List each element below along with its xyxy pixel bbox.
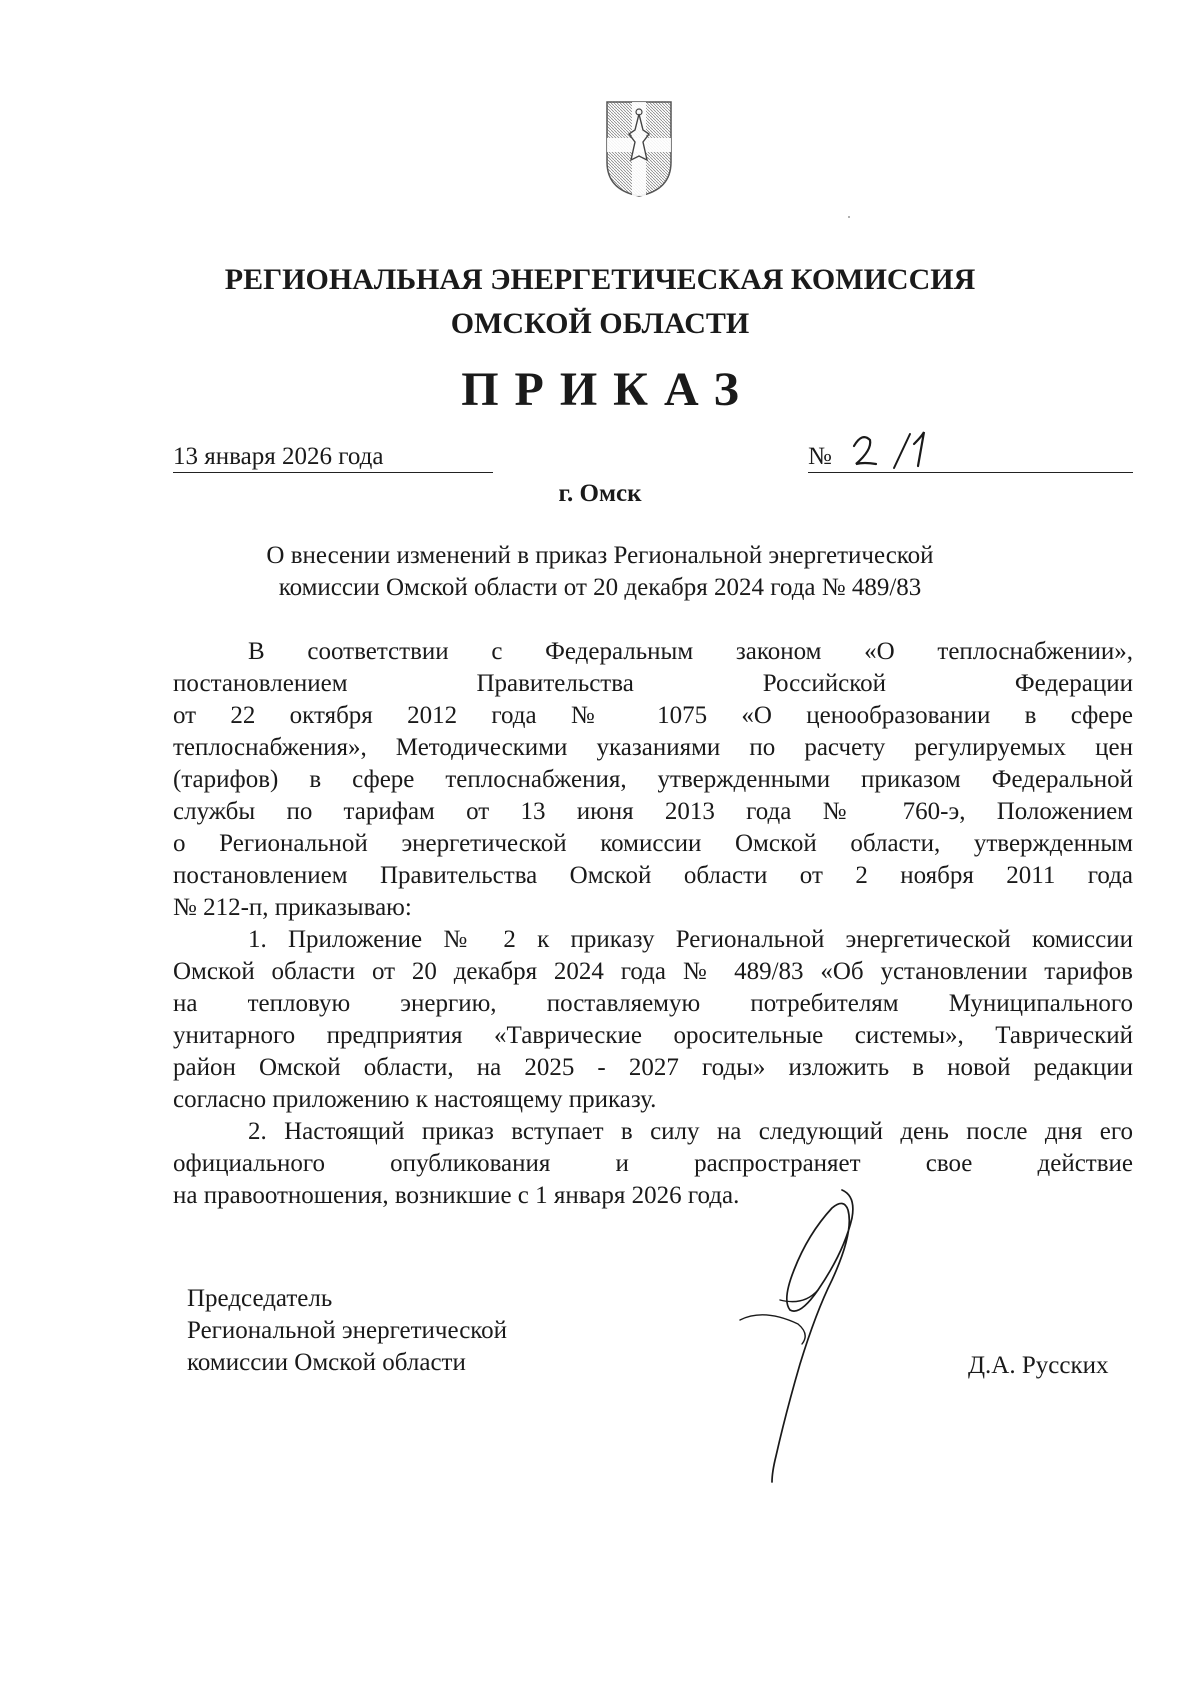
text-line: от 22 октября 2012 года № 1075 «О ценообразовании в сфере (173, 702, 1133, 729)
signer-name: Д.А. Русских (968, 1352, 1109, 1379)
text-line: № 212-п, приказываю: (173, 894, 412, 921)
organization-line-1: РЕГИОНАЛЬНАЯ ЭНЕРГЕТИЧЕСКАЯ КОМИССИЯ (224, 263, 976, 296)
document-number (808, 442, 1133, 473)
subject-line-1: О внесении изменений в приказ Региональной энергетической (266, 542, 934, 569)
coat-of-arms-icon (605, 100, 673, 198)
item-2-paragraph (173, 1116, 1133, 1212)
text-line: унитарного предприятия «Таврические оросительные системы», Таврический (173, 1022, 1133, 1049)
text-line: согласно приложению к настоящему приказу. (173, 1086, 657, 1113)
organization-line-2: ОМСКОЙ ОБЛАСТИ (450, 307, 750, 340)
text-line: (тарифов) в сфере теплоснабжения, утвержденными приказом Федеральной (173, 766, 1133, 793)
subject-line-2: комиссии Омской области от 20 декабря 2024 года № 489/83 (278, 574, 922, 601)
signer-title-line-1: Председатель (187, 1285, 333, 1312)
text-line: на тепловую энергию, поставляемую потребителям Муниципального (173, 990, 1133, 1017)
number-prefix: № (808, 443, 832, 470)
text-line: постановлением Правительства Российской Федерации (173, 670, 1133, 697)
organization-title (0, 258, 1200, 346)
document-date: 13 января 2026 года (173, 442, 493, 473)
city: г. Омск (558, 480, 642, 507)
text-line: 1. Приложение № 2 к приказу Региональной энергетической комиссии (248, 926, 1133, 953)
signer-title (187, 1283, 507, 1379)
text-line: на правоотношения, возникшие с 1 января 2026 года. (173, 1182, 740, 1209)
text-line: Омской области от 20 декабря 2024 года № 489/83 «Об установлении тарифов (173, 958, 1133, 985)
text-line: В соответствии с Федеральным законом «О теплоснабжении», (248, 638, 1133, 665)
handwritten-signature-icon (720, 1188, 870, 1488)
text-line: теплоснабжения», Методическими указаниями по расчету регулируемых цен (173, 734, 1133, 761)
text-line: официального опубликования и распространяет свое действие (173, 1150, 1133, 1177)
signer-title-line-2: Региональной энергетической (187, 1317, 508, 1344)
preamble-paragraph (173, 636, 1133, 924)
text-line: о Региональной энергетической комиссии Омской области, утвержденным (173, 830, 1133, 857)
scan-speck (848, 216, 850, 218)
text-line: 2. Настоящий приказ вступает в силу на следующий день после дня его (248, 1118, 1133, 1145)
handwritten-number-icon (848, 428, 938, 472)
item-1-paragraph (173, 924, 1133, 1116)
document-subject (0, 540, 1200, 604)
text-line: район Омской области, на 2025 - 2027 годы» изложить в новой редакции (173, 1054, 1133, 1081)
signer-title-line-3: комиссии Омской области (187, 1349, 466, 1376)
text-line: службы по тарифам от 13 июня 2013 года № 760-э, Положением (173, 798, 1133, 825)
document-type: ПРИКАЗ (461, 363, 755, 416)
text-line: постановлением Правительства Омской области от 2 ноября 2011 года (173, 862, 1133, 889)
document-body (173, 636, 1133, 1212)
